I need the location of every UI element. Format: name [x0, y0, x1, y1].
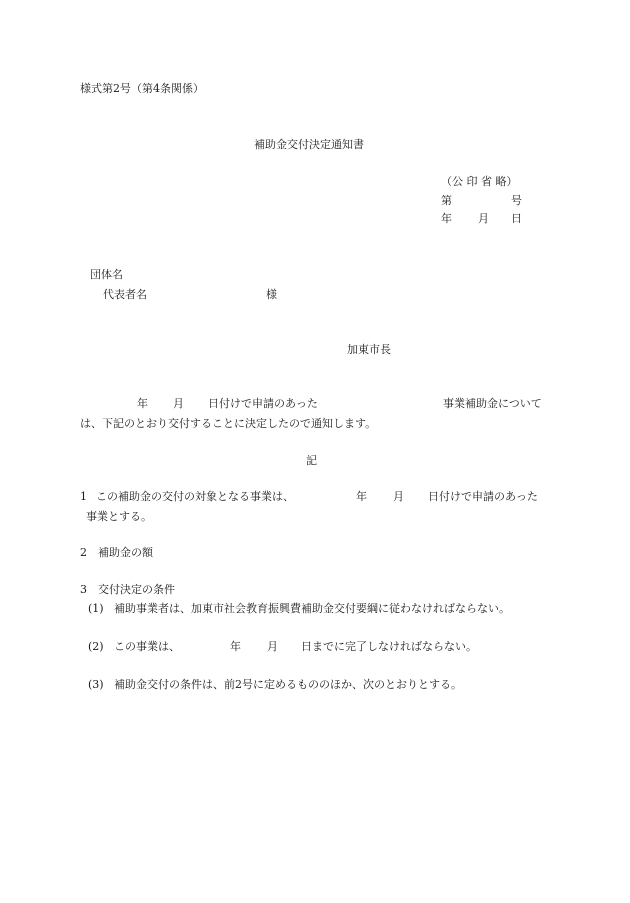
- item3-heading: 3 交付決定の条件: [80, 583, 175, 596]
- item3-sub1-text: 補助事業者は、加東市社会教育振興費補助金交付要綱に従わなければならない。: [114, 602, 510, 615]
- notice-date-day: 日: [511, 212, 522, 225]
- item3-sub2-number: (2): [88, 640, 104, 653]
- issuer-name: 加東市長: [347, 343, 391, 356]
- notice-date-year: 年: [441, 212, 452, 225]
- body-project-suffix: 事業補助金について: [443, 397, 542, 410]
- item1-month: 月: [393, 490, 404, 503]
- item3-sub3-number: (3): [88, 678, 104, 691]
- item1-date-suffix: 日付けで申請のあった: [428, 490, 538, 503]
- item3-sub2-text: この事業は、: [114, 640, 180, 653]
- item3-sub1-number: (1): [88, 602, 104, 615]
- notice-date-month: 月: [478, 212, 489, 225]
- form-number: 様式第2号（第4条関係）: [80, 82, 204, 95]
- representative-name-label: 代表者名: [103, 288, 147, 301]
- honorific: 様: [266, 288, 277, 301]
- item1-year: 年: [356, 490, 367, 503]
- item3-sub3-text: 補助金交付の条件は、前2号に定めるもののほか、次のとおりとする。: [114, 678, 462, 691]
- item2-subsidy-amount: 2 補助金の額: [80, 546, 153, 559]
- body-application-month: 月: [173, 397, 184, 410]
- item3-sub2-year: 年: [230, 640, 241, 653]
- body-application-year: 年: [137, 397, 148, 410]
- organization-name-label: 団体名: [90, 268, 123, 281]
- item3-sub2-month: 月: [267, 640, 278, 653]
- item3-sub2-suffix: 日までに完了しなければならない。: [301, 640, 477, 653]
- seal-omitted-note: （公 印 省 略）: [441, 175, 518, 188]
- item1-text: この補助金の交付の対象となる事業は、: [96, 490, 294, 503]
- record-label: 記: [306, 454, 317, 467]
- body-decision-text: は、下記のとおり交付することに決定したので通知します。: [80, 417, 377, 430]
- body-application-date-suffix: 日付けで申請のあった: [208, 397, 318, 410]
- document-number-prefix: 第: [441, 194, 452, 207]
- item1-number: 1: [80, 490, 87, 503]
- document-title: 補助金交付決定通知書: [254, 138, 364, 151]
- item1-continuation: 事業とする。: [86, 510, 152, 523]
- document-number-suffix: 号: [511, 194, 522, 207]
